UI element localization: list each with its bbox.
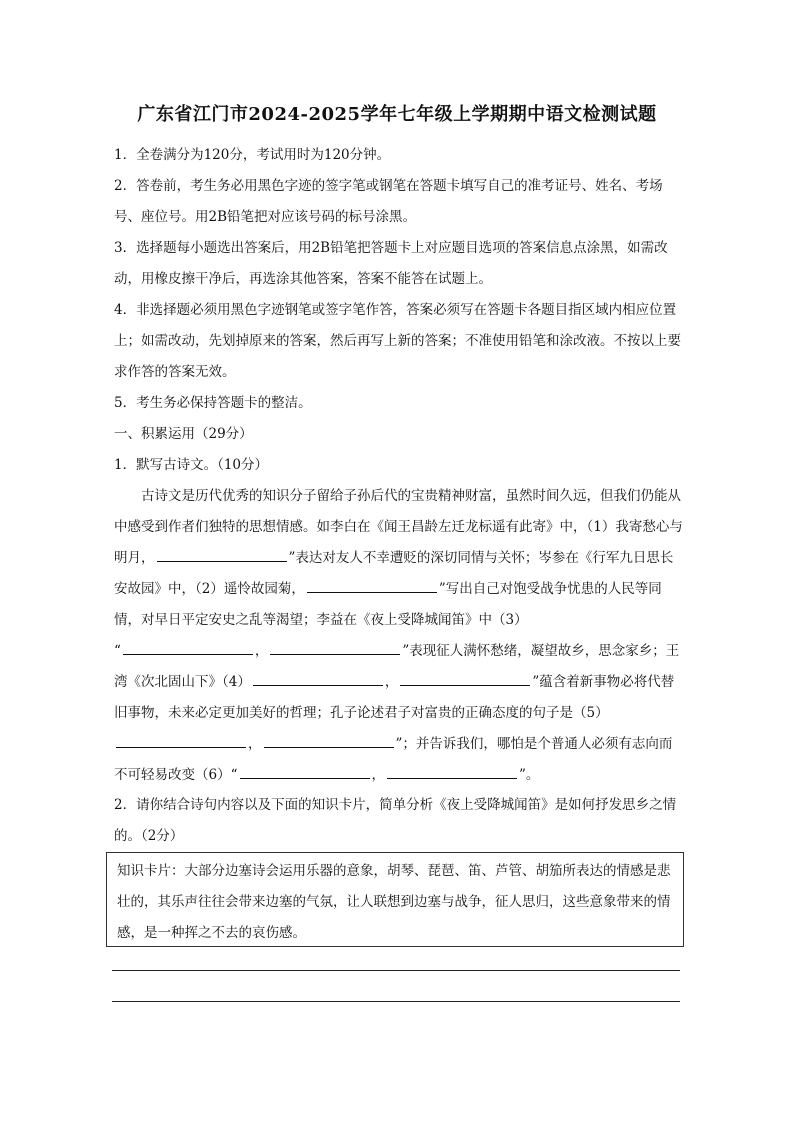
- blank-6a[interactable]: [240, 762, 370, 779]
- question-2-heading: 2．请你结合诗句内容以及下面的知识卡片，简单分析《夜上受降城闻笛》是如何抒发思乡之情的。（2分）: [114, 797, 677, 844]
- passage-text-7: ”。: [519, 767, 540, 783]
- blank-1[interactable]: [157, 545, 287, 562]
- page-title: 广东省江门市2024-2025学年七年级上学期期中语文检测试题: [137, 104, 657, 125]
- passage-text-5: ”蕴含着新事物必将代替旧事物，未来必定更加美好的哲理；孔子论述君子对富贵的正确态度的句子是（5）: [114, 674, 675, 721]
- section-heading: 一、积累运用（29分）: [114, 426, 253, 442]
- blank-3a[interactable]: [123, 638, 253, 655]
- question-1-heading: 1．默写古诗文。（10分）: [114, 457, 269, 473]
- passage-text-2: ”表达对友人不幸遭贬的深切同情与关怀；岑参在《行军九日思长安故园》中，（2）遥怜故园菊，: [114, 550, 674, 597]
- instruction-3: 3．选择题每小题选出答案后，用2B铅笔把答题卡上对应题目选项的答案信息点涂黑，如需改动，用橡皮擦干净后，再选涂其他答案，答案不能答在试题上。: [114, 240, 668, 287]
- blank-5b[interactable]: [264, 731, 394, 748]
- passage-text-1: 古诗文是历代优秀的知识分子留给子孙后代的宝贵精神财富，虽然时间久远，但我们仍能从中感受到作者们独特的思想情感。如李白在《闻王昌龄左迁龙标遥有此寄》中，（1）我寄愁心与明月，: [114, 488, 683, 566]
- knowledge-card: 知识卡片：大部分边塞诗会运用乐器的意象，胡琴、琵琶、笛、芦管、胡笳所表达的情感是悲壮的，其乐声往往会带来边塞的气氛，让人联想到边塞与战争，征人思归，这些意象带来的情感，是一种挥之不去的哀伤感。: [106, 852, 684, 947]
- question-1-passage: [114, 481, 684, 791]
- instruction-5: 5．考生务必保持答题卡的整洁。: [114, 395, 312, 411]
- blank-4a[interactable]: [253, 669, 383, 686]
- answer-line-1[interactable]: [112, 970, 680, 971]
- comma-3: ，: [254, 643, 269, 659]
- open-quote: “: [114, 643, 121, 659]
- instruction-1: 1．全卷满分为120分，考试用时为120分钟。: [114, 147, 391, 163]
- passage-text-3: ”写出自己对饱受战争忧患的人民等同情，对早日平定安史之乱等渴望；李益在《夜上受降城闻笛》中（3）: [114, 581, 662, 628]
- blank-5a[interactable]: [116, 731, 246, 748]
- passage-text-4: ”表现征人满怀愁绪，凝望故乡，思念家乡；王湾《次北固山下》（4）: [114, 643, 680, 690]
- blank-4b[interactable]: [400, 669, 530, 686]
- comma-5: ，: [248, 736, 262, 752]
- blank-2[interactable]: [307, 576, 437, 593]
- comma-4: ，: [384, 674, 399, 690]
- blank-3b[interactable]: [270, 638, 400, 655]
- passage-text-6: ”；并告诉我们，哪怕是个普通人必须有志向而不可轻易改变（6）“: [114, 736, 673, 783]
- instruction-4: 4．非选择题必须用黑色字迹钢笔或签字笔作答，答案必须写在答题卡各题目指区域内相应位置上；如需改动，先划掉原来的答案，然后再写上新的答案；不准使用铅笔和涂改液。不按以上要求作答的答案无效。: [114, 302, 681, 380]
- answer-line-2[interactable]: [112, 1001, 680, 1002]
- comma-6: ，: [371, 767, 385, 783]
- blank-6b[interactable]: [387, 762, 517, 779]
- instruction-2: 2．答卷前，考生务必用黑色字迹的签字笔或钢笔在答题卡填写自己的准考证号、姓名、考场号、座位号。用2B铅笔把对应该号码的标号涂黑。: [114, 178, 663, 225]
